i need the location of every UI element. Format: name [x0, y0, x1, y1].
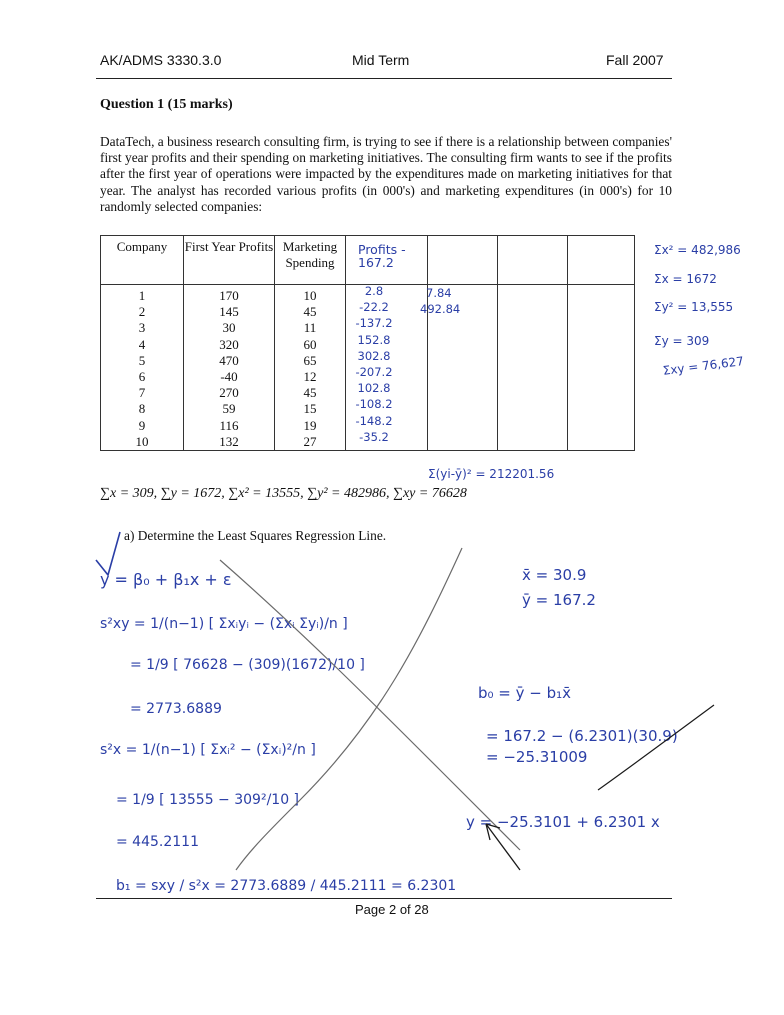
- table-cell: 9: [138, 417, 146, 433]
- table-cell: 320: [219, 336, 239, 352]
- deviation-value: -148.2: [355, 413, 393, 428]
- sx-substitution: = 1/9 [ 13555 − 309²/10 ]: [116, 792, 300, 808]
- table-cell: 5: [138, 352, 146, 368]
- model-equation: y = β₀ + β₁x + ε: [100, 570, 232, 589]
- regression-line: y = −25.3101 + 6.2301 x: [466, 813, 660, 831]
- cross-out-stroke-2: [220, 560, 520, 850]
- table-cell: 10: [135, 433, 149, 449]
- table-cell: 3: [138, 320, 146, 336]
- table-cell: 270: [219, 385, 239, 401]
- table-cell: 7: [138, 385, 146, 401]
- part-a-prompt: a) Determine the Least Squares Regression Line.: [124, 528, 387, 543]
- question-title: Question 1 (15 marks): [100, 97, 233, 112]
- table-cell: 8: [138, 401, 146, 417]
- deviation-value: -207.2: [355, 365, 393, 380]
- b0-value: = −25.31009: [486, 748, 588, 766]
- deviation-value: -137.2: [355, 316, 393, 331]
- deviation-value: 102.8: [357, 381, 391, 396]
- deviation-value: -35.2: [359, 429, 389, 444]
- table-cell: 470: [219, 352, 239, 368]
- b0-substitution: = 167.2 − (6.2301)(30.9): [486, 727, 678, 745]
- arrow-icon: [486, 824, 520, 870]
- page-number: Page 2 of 28: [355, 902, 429, 917]
- deviation-value: -22.2: [359, 300, 389, 315]
- table-cell: 65: [303, 352, 317, 368]
- table-cell: 12: [303, 369, 317, 385]
- table-cell: 132: [219, 433, 239, 449]
- cross-out-stroke-1: [236, 548, 462, 870]
- question-intro: DataTech, a business research consulting firm, is trying to see if there is a relationship between companies' first year profits and their spending on marketing initiatives. The consulting firm wants to see if the profits after the first year of operations were impacted by the expenditures made on marketing initiatives for that year. The analyst has recorded various profits (in 000's) and marketing expenditures (in 000's) for 10 randomly selected companies:: [100, 134, 672, 214]
- y-bar: ȳ = 167.2: [522, 591, 596, 609]
- x-bar: x̄ = 30.9: [522, 566, 587, 584]
- table-cell: 27: [303, 433, 317, 449]
- deviation-value: 152.8: [357, 332, 391, 347]
- table-cell: -40: [220, 369, 238, 385]
- sxy-substitution: = 1/9 [ 76628 − (309)(1672)/10 ]: [130, 657, 365, 673]
- sx-definition: s²x = 1/(n−1) [ Σxᵢ² − (Σxᵢ)²/n ]: [100, 742, 316, 758]
- margin-note: Σy² = 13,555: [654, 300, 734, 314]
- margin-note: Σy = 309: [654, 334, 710, 348]
- margin-note: Σx² = 482,986: [654, 243, 741, 257]
- margin-note: Σxy = 76,627: [662, 354, 745, 378]
- table-cell: 11: [303, 320, 317, 336]
- deviation-value: -108.2: [355, 397, 393, 412]
- table-cell: 116: [219, 417, 239, 433]
- table-cell: 2: [138, 304, 146, 320]
- handwritten-sum-squares: Σ(yi-ȳ)² = 212201.56: [428, 467, 555, 481]
- b1-calculation: b₁ = sxy / s²x = 2773.6889 / 445.2111 = 6.2301: [116, 878, 457, 894]
- table-cell: 1: [138, 288, 146, 303]
- table-cell: 4: [138, 336, 146, 352]
- sxy-value: = 2773.6889: [130, 701, 222, 717]
- sxy-definition: s²xy = 1/(n−1) [ Σxᵢyᵢ − (Σxᵢ Σyᵢ)/n ]: [100, 616, 348, 632]
- table-cell: 60: [303, 336, 317, 352]
- sx-value: = 445.2111: [116, 834, 199, 850]
- margin-note: Σx = 1672: [654, 272, 717, 286]
- table-cell: 45: [303, 385, 317, 401]
- sums-line: ∑x = 309, ∑y = 1672, ∑x² = 13555, ∑y² = 482986, ∑xy = 76628: [100, 486, 467, 501]
- exam-name: Mid Term: [352, 52, 410, 68]
- handwritten-extra-2: 492.84: [420, 302, 461, 316]
- term: Fall 2007: [606, 52, 664, 68]
- b0-definition: b₀ = ȳ − b₁x̄: [478, 684, 572, 702]
- handwritten-extra-1: 7.84: [426, 286, 452, 300]
- deviation-value: 2.8: [364, 284, 384, 298]
- table-cell: 59: [222, 401, 236, 417]
- table-cell: 15: [303, 401, 317, 417]
- check-mark-icon: [96, 532, 120, 575]
- header-company: Company: [101, 236, 184, 285]
- handwritten-col-header: Profits - 167.2: [358, 242, 406, 270]
- header-profits: First Year Profits: [184, 236, 275, 285]
- table-cell: 6: [138, 369, 146, 385]
- course-code: AK/ADMS 3330.3.0: [100, 52, 222, 68]
- table-cell: 10: [303, 288, 317, 303]
- footer-rule: [96, 898, 672, 899]
- table-cell: 45: [303, 304, 317, 320]
- strike-through-stroke: [598, 705, 714, 790]
- deviation-value: 302.8: [357, 348, 391, 363]
- table-cell: 170: [219, 288, 239, 303]
- table-cell: 19: [303, 417, 317, 433]
- header-marketing: Marketing Spending: [275, 236, 346, 285]
- table-cell: 30: [222, 320, 236, 336]
- table-cell: 145: [219, 304, 239, 320]
